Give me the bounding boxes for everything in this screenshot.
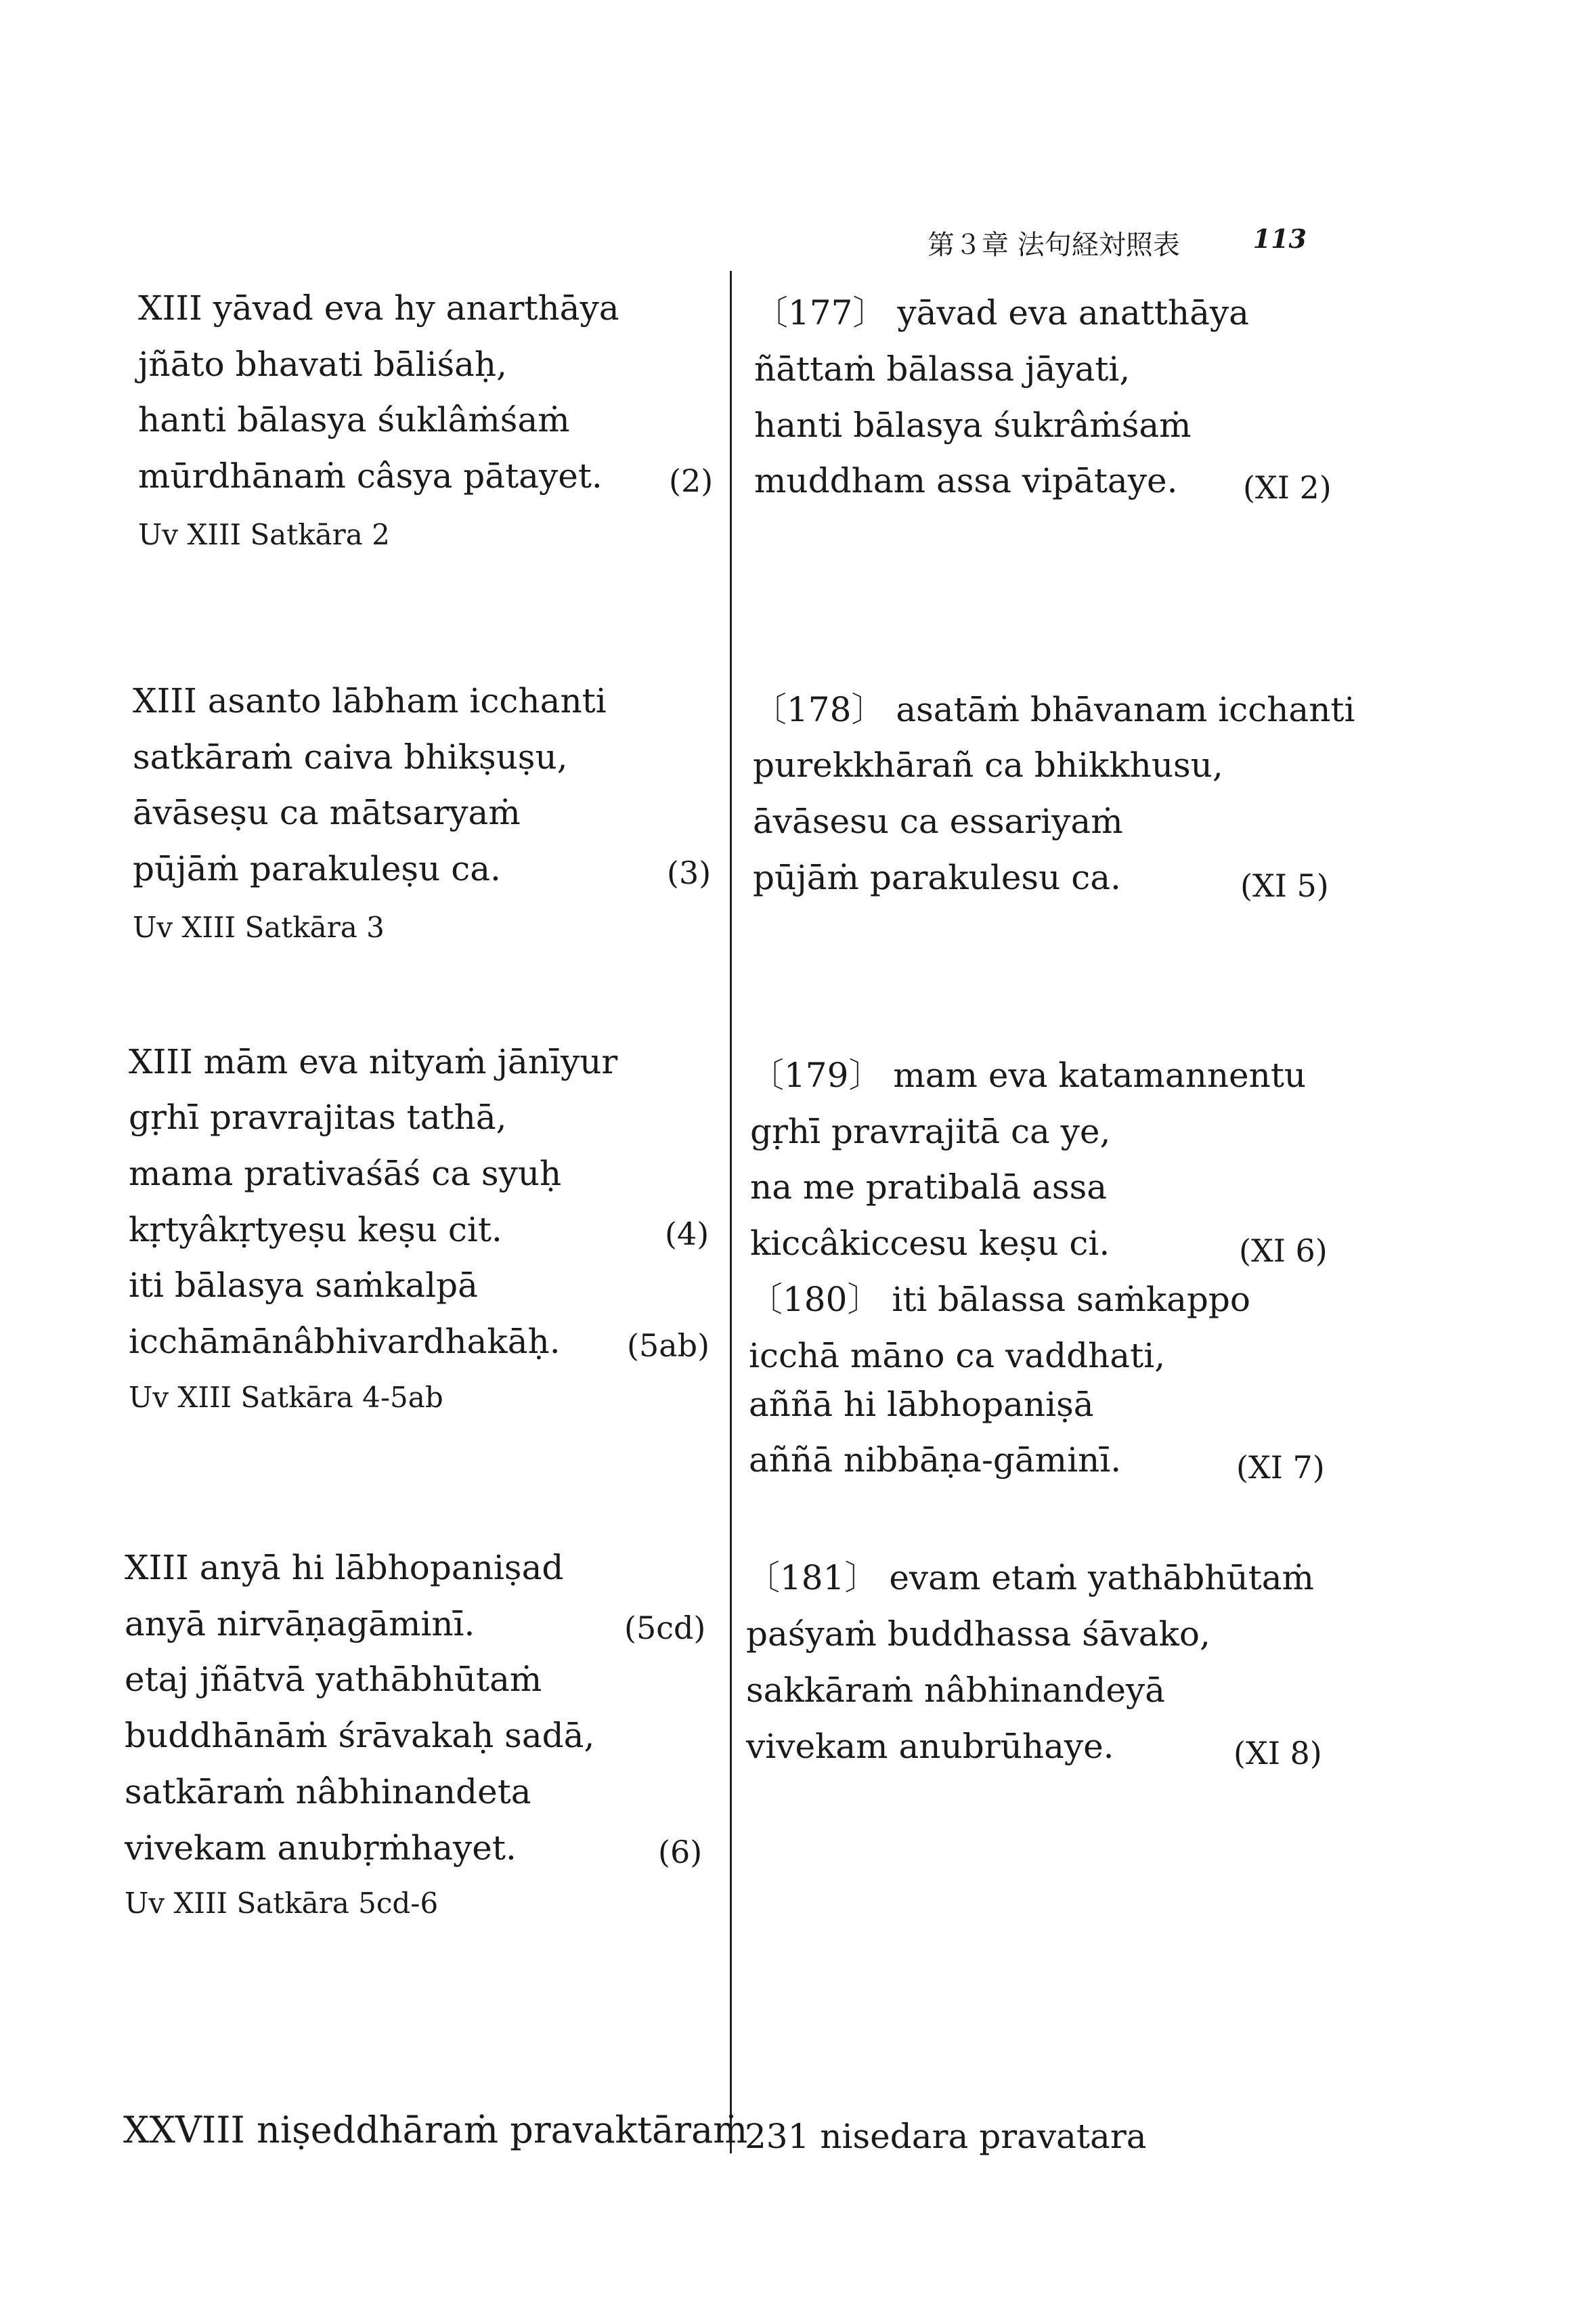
verse-number: (5cd) [624, 1610, 706, 1646]
verse-line: jñāto bhavati bāliśaḥ, [138, 345, 508, 384]
source-reference: Uv XIII Satkāra 3 [133, 911, 385, 944]
verse-line: 〔180〕 iti bālassa saṁkappo [749, 1280, 1251, 1319]
verse-line: XIII anyā hi lābhopaniṣad [125, 1548, 564, 1587]
verse-number: (5ab) [627, 1327, 710, 1364]
verse-line: vivekam anubrūhaye. [746, 1727, 1114, 1766]
verse-line: hanti bālasya śuklâṁśaṁ [138, 400, 570, 439]
verse-line: āvāsesu ca essariyaṁ [753, 802, 1123, 841]
verse-line: pūjāṁ parakuleṣu ca. [133, 849, 501, 888]
verse-line: XIII asanto lābham icchanti [133, 681, 607, 720]
verse-line: pūjāṁ parakulesu ca. [753, 858, 1121, 897]
verse-number: (6) [658, 1834, 703, 1870]
verse-line: kṛtyâkṛtyeṣu keṣu cit. [129, 1210, 502, 1249]
verse-line: āvāseṣu ca mātsaryaṁ [133, 793, 521, 832]
source-reference: Uv XIII Satkāra 2 [138, 518, 390, 551]
verse-line: satkāraṁ nâbhinandeta [125, 1772, 531, 1811]
verse-line: 〔179〕 mam eva katamannentu [750, 1056, 1307, 1095]
verse-line: iti bālasya saṁkalpā [129, 1266, 478, 1305]
parallel-reference: (XI 7) [1236, 1449, 1325, 1486]
page-header [927, 223, 1307, 271]
verse-line: XIII mām eva nityaṁ jānīyur [129, 1042, 618, 1081]
parallel-reference: (XI 6) [1239, 1232, 1328, 1269]
verse-line: aññā nibbāṇa-gāminī. [749, 1440, 1122, 1480]
verse-line: na me pratibalā assa [750, 1167, 1108, 1207]
chapter-title: 第３章 法句経対照表 [927, 230, 1180, 261]
verse-line: muddham assa vipātaye. [754, 461, 1178, 500]
verse-line: gṛhī pravrajitā ca ye, [750, 1112, 1111, 1151]
verse-line: paśyaṁ buddhassa śāvako, [746, 1614, 1210, 1654]
verse-line: 〔181〕 evam etaṁ yathābhūtaṁ [746, 1558, 1314, 1597]
verse-line: gṛhī pravrajitas tathā, [129, 1098, 507, 1137]
verse-line: 〔177〕 yāvad eva anatthāya [754, 293, 1249, 332]
page-number: 113 [1252, 223, 1307, 254]
verse-number: (3) [667, 855, 712, 891]
verse-line: kiccâkiccesu keṣu ci. [750, 1224, 1110, 1263]
verse-line: purekkhārañ ca bhikkhusu, [753, 746, 1223, 785]
verse-line: aññā hi lābhopaniṣā [749, 1385, 1094, 1424]
verse-line: XXVIII niṣeddhāraṁ pravaktāraṁ [123, 2109, 748, 2151]
verse-line: mūrdhānaṁ câsya pātayet. [138, 456, 603, 496]
verse-line: etaj jñātvā yathābhūtaṁ [125, 1660, 542, 1699]
verse-line: satkāraṁ caiva bhikṣuṣu, [133, 737, 568, 777]
parallel-reference: (XI 2) [1243, 469, 1332, 506]
verse-line: ñāttaṁ bālassa jāyati, [754, 349, 1131, 389]
verse-number: (2) [669, 462, 714, 499]
parallel-reference: (XI 8) [1233, 1735, 1322, 1771]
verse-line: icchāmānâbhivardhakāḥ. [129, 1322, 561, 1361]
verse-number: (4) [665, 1215, 709, 1252]
verse-line: icchā māno ca vaddhati, [749, 1336, 1166, 1375]
source-reference: Uv XIII Satkāra 4-5ab [129, 1381, 443, 1414]
verse-line: anyā nirvāṇagāminī. [125, 1604, 475, 1643]
source-reference: Uv XIII Satkāra 5cd-6 [125, 1887, 439, 1920]
verse-line: mama prativaśāś ca syuḥ [129, 1154, 562, 1193]
verse-line: hanti bālasya śukrâṁśaṁ [754, 406, 1192, 445]
verse-line: 〔178〕 asatāṁ bhāvanam icchanti [753, 690, 1355, 729]
parallel-reference: (XI 5) [1240, 867, 1329, 904]
column-divider [730, 271, 732, 2153]
verse-line: vivekam anubṛṁhayet. [125, 1828, 517, 1868]
verse-line: sakkāraṁ nâbhinandeyā [746, 1671, 1165, 1710]
verse-line: XIII yāvad eva hy anarthāya [138, 288, 619, 328]
verse-line: 231 nisedara pravatara [745, 2117, 1147, 2156]
verse-line: buddhānāṁ śrāvakaḥ sadā, [125, 1716, 595, 1755]
